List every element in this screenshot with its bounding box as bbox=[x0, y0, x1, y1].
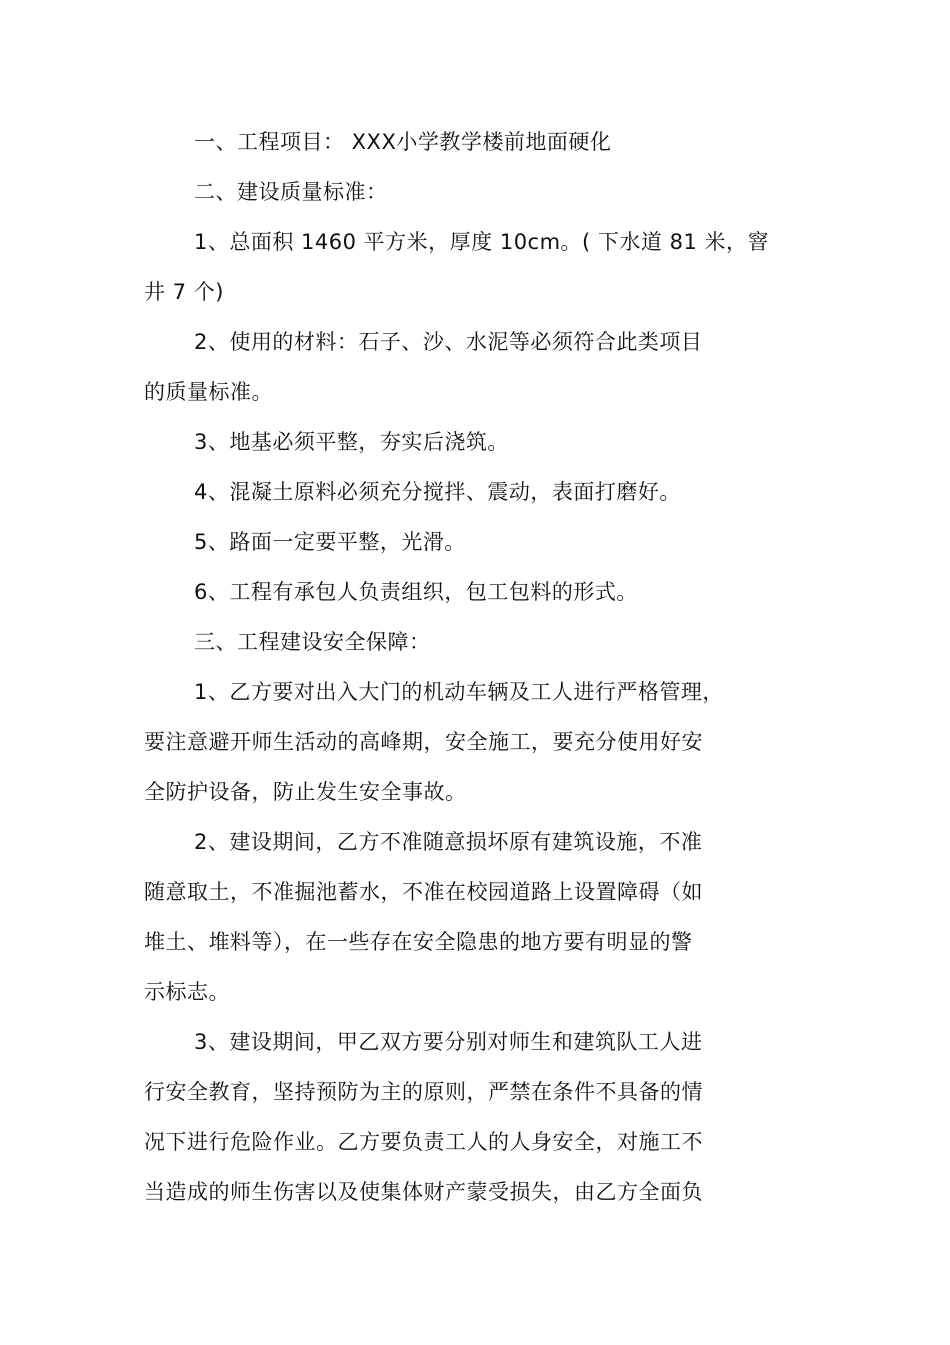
paragraph-line: 堆土、堆料等），在一些存在安全隐患的地方要有明显的警 bbox=[144, 930, 693, 954]
paragraph-line: 的质量标准。 bbox=[144, 380, 273, 404]
paragraph-line: 6、工程有承包人负责组织，包工包料的形式。 bbox=[194, 580, 638, 604]
paragraph-line: 井 7 个) bbox=[144, 280, 224, 304]
section-heading-quality: 二、建设质量标准： bbox=[194, 180, 388, 204]
paragraph-line: 5、路面一定要平整，光滑。 bbox=[194, 530, 466, 554]
paragraph-line: 全防护设备，防止发生安全事故。 bbox=[144, 780, 467, 804]
paragraph-line: 2、使用的材料：石子、沙、水泥等必须符合此类项目 bbox=[194, 330, 703, 354]
paragraph-line: 3、建设期间，甲乙双方要分别对师生和建筑队工人进 bbox=[194, 1030, 703, 1054]
section-heading-project: 一、工程项目： XXX小学教学楼前地面硬化 bbox=[194, 130, 612, 154]
paragraph-line: 示标志。 bbox=[144, 980, 230, 1004]
paragraph-line: 2、建设期间，乙方不准随意损坏原有建筑设施，不准 bbox=[194, 830, 703, 854]
paragraph-line: 1、总面积 1460 平方米，厚度 10cm。( 下水道 81 米，窨 bbox=[194, 230, 769, 254]
paragraph-line: 随意取土，不准掘池蓄水，不准在校园道路上设置障碍（如 bbox=[144, 880, 703, 904]
paragraph-line: 1、乙方要对出入大门的机动车辆及工人进行严格管理， bbox=[194, 680, 724, 704]
paragraph-line: 行安全教育，坚持预防为主的原则，严禁在条件不具备的情 bbox=[144, 1080, 703, 1104]
paragraph-line: 况下进行危险作业。乙方要负责工人的人身安全，对施工不 bbox=[144, 1130, 703, 1154]
paragraph-line: 要注意避开师生活动的高峰期，安全施工，要充分使用好安 bbox=[144, 730, 703, 754]
paragraph-line: 3、地基必须平整，夯实后浇筑。 bbox=[194, 430, 509, 454]
paragraph-line: 4、混凝土原料必须充分搅拌、震动，表面打磨好。 bbox=[194, 480, 681, 504]
paragraph-line: 当造成的师生伤害以及使集体财产蒙受损失，由乙方全面负 bbox=[144, 1180, 703, 1204]
section-heading-safety: 三、工程建设安全保障： bbox=[194, 630, 431, 654]
